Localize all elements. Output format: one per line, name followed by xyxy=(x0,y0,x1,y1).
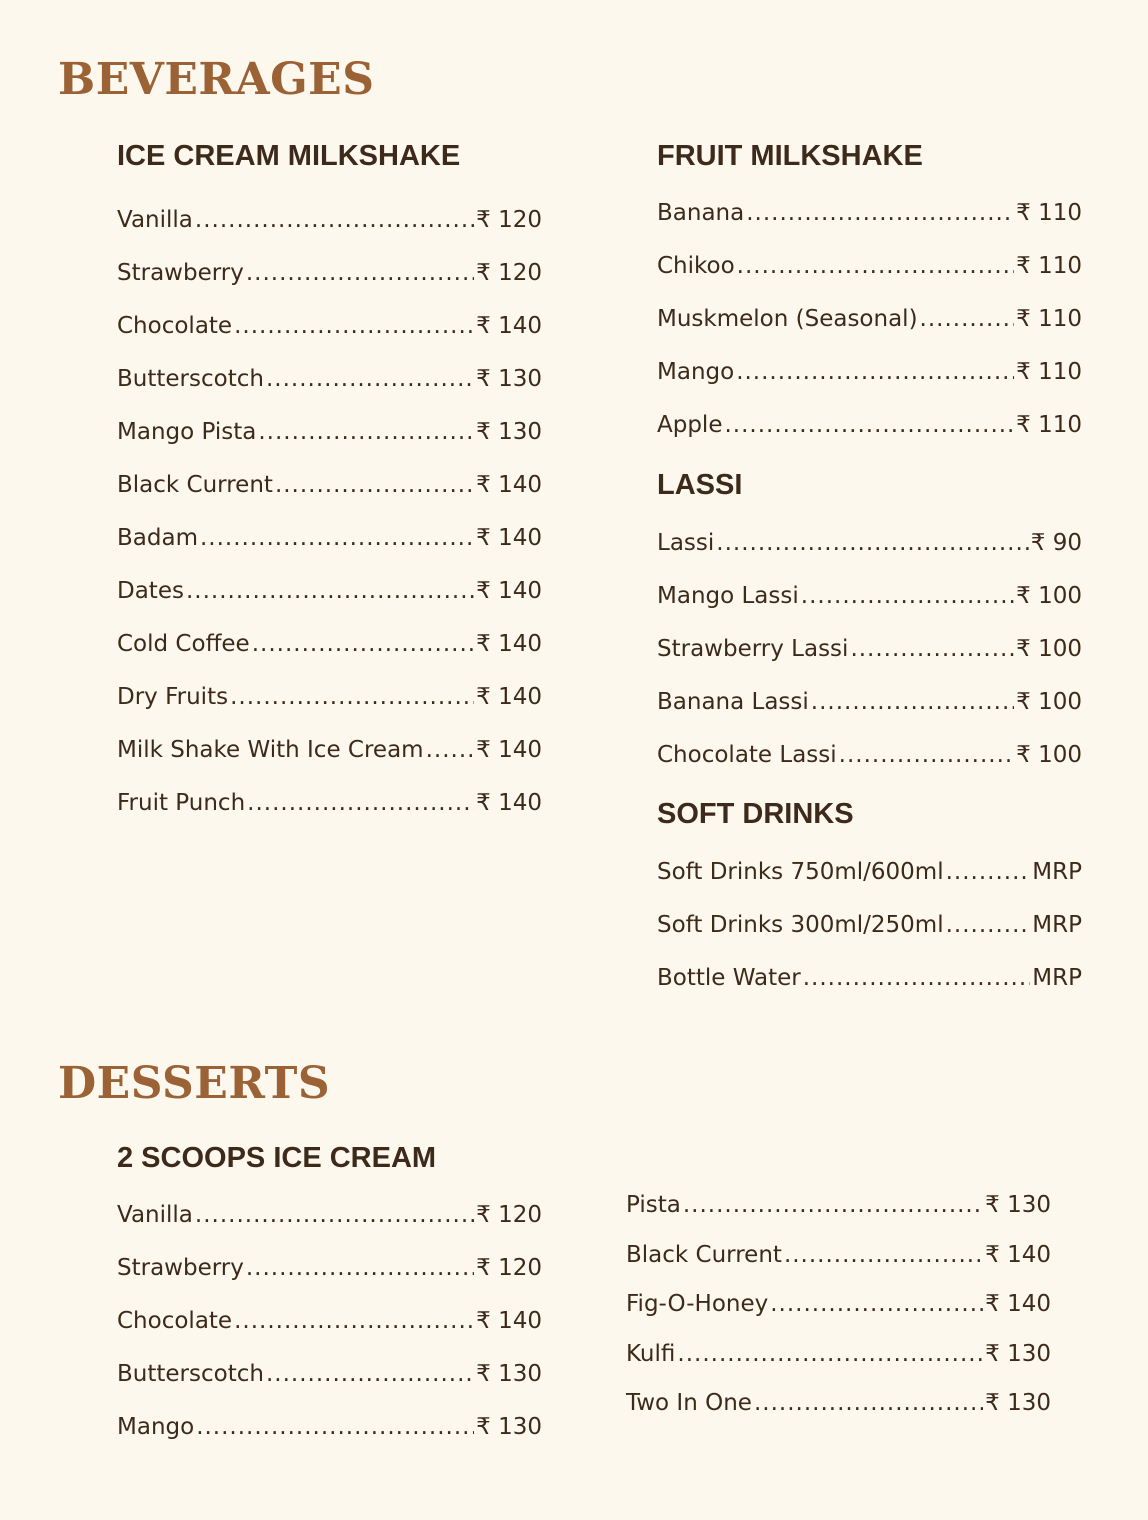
menu-item xyxy=(117,1348,542,1401)
menu-item-name: Bottle Water xyxy=(657,965,801,991)
menu-item-name: Butterscotch xyxy=(117,1361,264,1387)
menu-item-price: ₹ 120 xyxy=(476,1202,542,1228)
menu-item-price: ₹ 100 xyxy=(1016,583,1082,609)
leader-dots xyxy=(266,1348,474,1401)
ice-cream-milkshake-section xyxy=(117,142,542,830)
menu-item xyxy=(657,899,1082,952)
leader-dots xyxy=(252,618,474,671)
fruit-milkshake-list xyxy=(657,187,1082,452)
leader-dots xyxy=(839,729,1014,782)
menu-item-price: ₹ 130 xyxy=(985,1340,1051,1367)
menu-item xyxy=(657,399,1082,452)
menu-item-name: Chocolate xyxy=(117,1308,233,1334)
menu-item xyxy=(626,1181,1051,1231)
leader-dots xyxy=(683,1181,983,1231)
menu-item-name: Banana Lassi xyxy=(657,689,809,715)
leader-dots xyxy=(258,406,474,459)
menu-item xyxy=(117,247,542,300)
desserts-title: DESSERTS xyxy=(58,1058,331,1109)
menu-item-price: ₹ 130 xyxy=(476,366,542,392)
menu-item xyxy=(117,724,542,777)
menu-item-price: ₹ 110 xyxy=(1016,359,1082,385)
leader-dots xyxy=(234,1295,474,1348)
leader-dots xyxy=(811,676,1014,729)
menu-item xyxy=(626,1330,1051,1380)
leader-dots xyxy=(746,187,1014,240)
menu-item-name: Black Current xyxy=(626,1241,782,1268)
menu-item-price: ₹ 140 xyxy=(476,578,542,604)
menu-item xyxy=(117,512,542,565)
ice-cream-milkshake-list xyxy=(117,194,542,830)
menu-item xyxy=(657,676,1082,729)
menu-item-name: Dates xyxy=(117,578,184,604)
menu-item xyxy=(117,1189,542,1242)
menu-item-price: ₹ 140 xyxy=(985,1291,1051,1317)
menu-item-price: ₹ 130 xyxy=(476,1361,542,1387)
menu-item-price: ₹ 130 xyxy=(476,1414,542,1440)
menu-item xyxy=(117,671,542,724)
menu-item-price: ₹ 140 xyxy=(476,525,542,551)
menu-item-price: ₹ 110 xyxy=(1016,412,1082,438)
menu-item xyxy=(657,623,1082,676)
menu-item xyxy=(117,459,542,512)
leader-dots xyxy=(770,1280,983,1330)
menu-item-price: ₹ 140 xyxy=(985,1241,1051,1268)
menu-item-price: MRP xyxy=(1032,859,1082,885)
leader-dots xyxy=(275,459,474,512)
soft-drinks-section xyxy=(657,800,1082,1005)
menu-item xyxy=(117,1401,542,1454)
two-scoops-section xyxy=(117,1144,542,1454)
menu-item-name: Pista xyxy=(626,1192,681,1218)
beverages-title: BEVERAGES xyxy=(58,54,375,105)
menu-item-name: Fig-O-Honey xyxy=(626,1291,769,1317)
menu-item xyxy=(626,1231,1051,1281)
menu-item-price: ₹ 140 xyxy=(476,631,542,657)
leader-dots xyxy=(803,952,1031,1005)
menu-item xyxy=(117,353,542,406)
leader-dots xyxy=(247,777,474,830)
menu-item xyxy=(657,517,1082,570)
menu-item-price: ₹ 120 xyxy=(476,260,542,286)
menu-item-name: Vanilla xyxy=(117,1202,193,1228)
menu-item-name: Mango Lassi xyxy=(657,583,799,609)
leader-dots xyxy=(736,346,1014,399)
menu-item-name: Strawberry Lassi xyxy=(657,636,849,662)
menu-item-name: Soft Drinks 300ml/250ml xyxy=(657,912,944,938)
menu-item-name: Strawberry xyxy=(117,260,244,286)
menu-item xyxy=(657,570,1082,623)
leader-dots xyxy=(754,1379,983,1429)
menu-item-name: Chikoo xyxy=(657,253,735,279)
leader-dots xyxy=(920,293,1015,346)
leader-dots xyxy=(266,353,474,406)
leader-dots xyxy=(801,570,1014,623)
leader-dots xyxy=(426,724,475,777)
leader-dots xyxy=(946,846,1031,899)
leader-dots xyxy=(716,517,1029,570)
menu-item-price: ₹ 140 xyxy=(476,472,542,498)
two-scoops-right-section xyxy=(626,1181,1051,1429)
leader-dots xyxy=(246,247,474,300)
menu-item xyxy=(117,1295,542,1348)
fruit-milkshake-title: FRUIT MILKSHAKE xyxy=(657,140,923,172)
menu-item xyxy=(117,618,542,671)
menu-item xyxy=(117,777,542,830)
menu-item-name: Cold Coffee xyxy=(117,631,250,657)
menu-item-price: ₹ 110 xyxy=(1016,253,1082,279)
menu-item-name: Banana xyxy=(657,200,745,226)
menu-item-price: ₹ 130 xyxy=(476,419,542,445)
menu-item-name: Strawberry xyxy=(117,1255,244,1281)
menu-item-name: Butterscotch xyxy=(117,366,264,392)
menu-item xyxy=(117,1242,542,1295)
menu-item-name: Chocolate xyxy=(117,313,233,339)
menu-item-price: MRP xyxy=(1032,912,1082,938)
menu-item-price: ₹ 100 xyxy=(1016,636,1082,662)
menu-item-price: ₹ 120 xyxy=(476,1255,542,1281)
menu-item-name: Mango xyxy=(657,359,735,385)
menu-item-price: ₹ 140 xyxy=(476,684,542,710)
menu-item-name: Vanilla xyxy=(117,207,193,233)
two-scoops-list-right xyxy=(626,1181,1051,1429)
menu-item-price: ₹ 120 xyxy=(476,207,542,233)
menu-item xyxy=(117,565,542,618)
menu-item xyxy=(657,187,1082,240)
menu-item xyxy=(117,194,542,247)
menu-item-name: Two In One xyxy=(626,1390,752,1416)
menu-item-price: ₹ 140 xyxy=(476,790,542,816)
menu-item-price: ₹ 90 xyxy=(1030,530,1082,556)
menu-item-price: ₹ 130 xyxy=(985,1192,1051,1218)
menu-item xyxy=(657,293,1082,346)
menu-item-price: ₹ 130 xyxy=(985,1390,1051,1416)
menu-item xyxy=(117,300,542,353)
menu-item-name: Dry Fruits xyxy=(117,684,229,710)
menu-item xyxy=(626,1379,1051,1429)
menu-item-name: Lassi xyxy=(657,530,715,556)
menu-item-name: Mango xyxy=(117,1414,195,1440)
lassi-list xyxy=(657,517,1082,782)
fruit-milkshake-section xyxy=(657,142,1082,452)
menu-item-name: Muskmelon (Seasonal) xyxy=(657,306,918,332)
lassi-title: LASSI xyxy=(657,469,743,501)
soft-drinks-title: SOFT DRINKS xyxy=(657,798,854,830)
menu-item-name: Fruit Punch xyxy=(117,790,246,816)
menu-item-name: Kulfi xyxy=(626,1340,676,1367)
menu-item xyxy=(117,406,542,459)
soft-drinks-list xyxy=(657,846,1082,1005)
menu-item-name: Chocolate Lassi xyxy=(657,742,837,768)
menu-item-price: ₹ 110 xyxy=(1016,200,1082,226)
menu-item xyxy=(657,346,1082,399)
leader-dots xyxy=(246,1242,474,1295)
menu-item xyxy=(626,1280,1051,1330)
menu-item xyxy=(657,729,1082,782)
menu-item-price: ₹ 110 xyxy=(1016,306,1082,332)
leader-dots xyxy=(234,300,474,353)
lassi-section xyxy=(657,471,1082,782)
leader-dots xyxy=(784,1231,983,1281)
leader-dots xyxy=(196,1401,474,1454)
menu-item-price: ₹ 140 xyxy=(476,1308,542,1334)
leader-dots xyxy=(186,565,474,618)
leader-dots xyxy=(946,899,1031,952)
menu-item-price: ₹ 140 xyxy=(476,737,542,763)
leader-dots xyxy=(677,1330,983,1380)
menu-item xyxy=(657,952,1082,1005)
leader-dots xyxy=(230,671,474,724)
menu-item xyxy=(657,240,1082,293)
menu-item-name: Mango Pista xyxy=(117,419,257,445)
leader-dots xyxy=(724,399,1014,452)
menu-item-name: Badam xyxy=(117,525,198,551)
menu-item-price: ₹ 100 xyxy=(1016,689,1082,715)
two-scoops-list-left xyxy=(117,1189,542,1454)
menu-item-name: Apple xyxy=(657,412,723,438)
leader-dots xyxy=(195,194,474,247)
menu-item xyxy=(657,846,1082,899)
menu-item-name: Black Current xyxy=(117,472,273,498)
menu-item-name: Milk Shake With Ice Cream xyxy=(117,737,424,763)
leader-dots xyxy=(850,623,1014,676)
leader-dots xyxy=(195,1189,474,1242)
menu-item-name: Soft Drinks 750ml/600ml xyxy=(657,859,944,885)
menu-item-price: MRP xyxy=(1032,965,1082,991)
ice-cream-milkshake-title: ICE CREAM MILKSHAKE xyxy=(117,140,461,172)
menu-item-price: ₹ 140 xyxy=(476,313,542,339)
menu-item-price: ₹ 100 xyxy=(1016,742,1082,768)
two-scoops-title: 2 SCOOPS ICE CREAM xyxy=(117,1142,437,1174)
leader-dots xyxy=(200,512,474,565)
leader-dots xyxy=(737,240,1014,293)
